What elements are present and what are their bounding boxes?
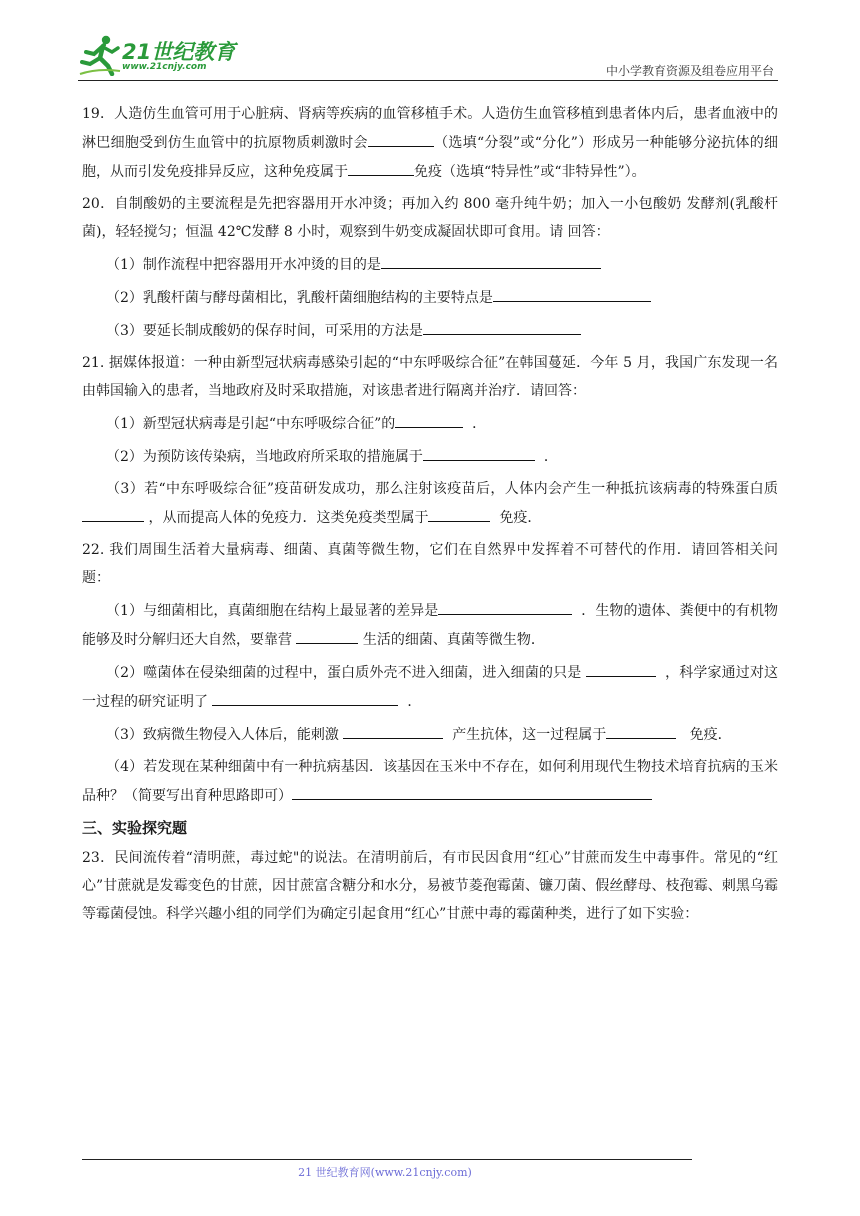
question-22-part-4 bbox=[82, 753, 778, 810]
logo-url-text: www.21cnjy.com bbox=[122, 62, 207, 72]
answer-blank[interactable] bbox=[368, 128, 434, 147]
answer-blank[interactable] bbox=[296, 625, 358, 644]
answer-blank[interactable] bbox=[438, 596, 572, 615]
q22-part-3-text-a: （3）致病微生物侵入人体后，能刺激 bbox=[106, 727, 339, 743]
q22-part-2-text-c: ． bbox=[407, 694, 422, 710]
question-23 bbox=[82, 844, 778, 928]
q19-text-b: （选填“分裂”或“分化”）形成另一种能够分泌抗体的细胞，从而引发免疫排异反应，这种免疫属于 bbox=[82, 135, 778, 180]
answer-blank[interactable] bbox=[586, 658, 656, 677]
q21-part-1-end: ． bbox=[472, 416, 487, 432]
question-19 bbox=[82, 100, 778, 186]
footer-text[interactable]: 21 世纪教育网(www.21cnjy.com) bbox=[298, 1166, 472, 1179]
question-22 bbox=[82, 536, 778, 592]
header-divider bbox=[78, 80, 778, 81]
q22-part-1-text-c: 生活的细菌、真菌等微生物． bbox=[362, 632, 545, 648]
q21-part-3-text-a: （3）若“中东呼吸综合征”疫苗研发成功，那么注射该疫苗后，人体内会产生一种抵抗该病毒的特殊蛋白质 bbox=[106, 481, 778, 497]
answer-blank[interactable] bbox=[428, 503, 490, 522]
q21-part-2-end: ． bbox=[543, 449, 558, 465]
question-22-part-3 bbox=[82, 720, 778, 749]
q21-part-3-text-c: 免疫． bbox=[499, 510, 542, 526]
answer-blank[interactable] bbox=[348, 157, 414, 176]
document-body bbox=[82, 100, 778, 932]
q20-part-3-text: （3）要延长制成酸奶的保存时间，可采用的方法是 bbox=[106, 323, 423, 339]
question-21-part-1 bbox=[82, 409, 778, 438]
q22-stem: 22. 我们周围生活着大量病毒、细菌、真菌等微生物，它们在自然界中发挥着不可替代的作用．请回答相关问题： bbox=[82, 542, 778, 586]
q21-part-2-text: （2）为预防该传染病，当地政府所采取的措施属于 bbox=[106, 449, 423, 465]
q22-part-3-text-b: 产生抗体，这一过程属于 bbox=[452, 727, 607, 743]
question-22-part-2 bbox=[82, 658, 778, 716]
q23-text: 23．民间流传着“清明蔗，毒过蛇"的说法。在清明前后，有市民因食用“红心”甘蔗而发生中毒事件。常见的“红心”甘蔗就是发霉变色的甘蔗，因甘蔗富含糖分和水分，易被节菱孢霉菌、镰刀菌、假丝酵母、枝孢霉、刺黑乌霉等霉菌侵蚀。科学兴趣小组的同学们为确定引起食用“红心”甘蔗中毒的霉菌种类，进行了如下实验： bbox=[82, 850, 778, 922]
q19-text-c: 免疫（选填“特异性”或“非特异性”）。 bbox=[414, 164, 646, 180]
q20-part-2-text: （2）乳酸杆菌与酵母菌相比，乳酸杆菌细胞结构的主要特点是 bbox=[106, 290, 493, 306]
answer-blank[interactable] bbox=[212, 687, 398, 706]
question-20-part-2 bbox=[82, 283, 778, 312]
runner-icon bbox=[78, 34, 122, 76]
question-21-part-2 bbox=[82, 442, 778, 471]
answer-blank[interactable] bbox=[82, 503, 144, 522]
answer-blank[interactable] bbox=[343, 720, 443, 739]
question-20 bbox=[82, 190, 778, 246]
q22-part-2-text-a: （2）噬菌体在侵染细菌的过程中，蛋白质外壳不进入细菌，进入细菌的只是 bbox=[106, 665, 582, 681]
q21-stem: 21. 据媒体报道：一种由新型冠状病毒感染引起的“中东呼吸综合征”在韩国蔓延．今年 5 月，我国广东发现一名由韩国输入的患者，当地政府及时采取措施，对该患者进行隔离并治疗．请回答： bbox=[82, 355, 778, 399]
answer-blank[interactable] bbox=[423, 316, 581, 335]
question-21 bbox=[82, 349, 778, 405]
question-22-part-1 bbox=[82, 596, 778, 654]
answer-blank[interactable] bbox=[423, 442, 535, 461]
q22-part-4-text: （4）若发现在某种细菌中有一种抗病基因．该基因在玉米中不存在，如何利用现代生物技术培育抗病的玉米品种？（简要写出育种思路即可） bbox=[82, 759, 778, 804]
logo bbox=[78, 34, 248, 78]
answer-blank[interactable] bbox=[606, 720, 676, 739]
q20-stem: 20．自制酸奶的主要流程是先把容器用开水冲烫；再加入约 800 毫升纯牛奶；加入一小包酸奶 发酵剂(乳酸杆菌)，轻轻搅匀；恒温 42℃发酵 8 小时，观察到牛奶变成凝固状即可食用。请 回答： bbox=[82, 196, 778, 240]
q20-part-1-text: （1）制作流程中把容器用开水冲烫的目的是 bbox=[106, 257, 381, 273]
answer-blank[interactable] bbox=[395, 409, 463, 428]
q21-part-3-text-b: ，从而提高人体的免疫力．这类免疫类型属于 bbox=[148, 510, 429, 526]
q22-part-1-text-b: ．生物的遗体、粪便中的有机物能够及时分解归还大自然，要靠营 bbox=[82, 603, 779, 648]
answer-blank[interactable] bbox=[493, 283, 651, 302]
q22-part-3-text-c: 免疫． bbox=[689, 727, 732, 743]
platform-title: 中小学教育资源及组卷应用平台 bbox=[605, 64, 774, 78]
answer-blank[interactable] bbox=[292, 781, 652, 800]
q22-part-2-text-b: ，科学家通过对这一过程的研究证明了 bbox=[82, 665, 779, 710]
page-header bbox=[0, 0, 860, 90]
q19-text-a: 19．人造仿生血管可用于心脏病、肾病等疾病的血管移植手术。人造仿生血管移植到患者体内后，患者血液中的淋巴细胞受到仿生血管中的抗原物质刺激时会 bbox=[82, 106, 778, 151]
answer-blank[interactable] bbox=[381, 250, 601, 269]
q22-part-1-text-a: （1）与细菌相比，真菌细胞在结构上最显著的差异是 bbox=[106, 603, 439, 619]
q21-part-1-text: （1）新型冠状病毒是引起“中东呼吸综合征”的 bbox=[106, 416, 396, 432]
question-20-part-1 bbox=[82, 250, 778, 279]
question-21-part-3 bbox=[82, 475, 778, 532]
logo-brand-text: 21世纪教育 bbox=[122, 40, 236, 64]
page-footer bbox=[0, 1164, 860, 1180]
question-20-part-3 bbox=[82, 316, 778, 345]
section-heading: 三、实验探究题 bbox=[82, 819, 188, 837]
footer-divider bbox=[82, 1159, 692, 1160]
